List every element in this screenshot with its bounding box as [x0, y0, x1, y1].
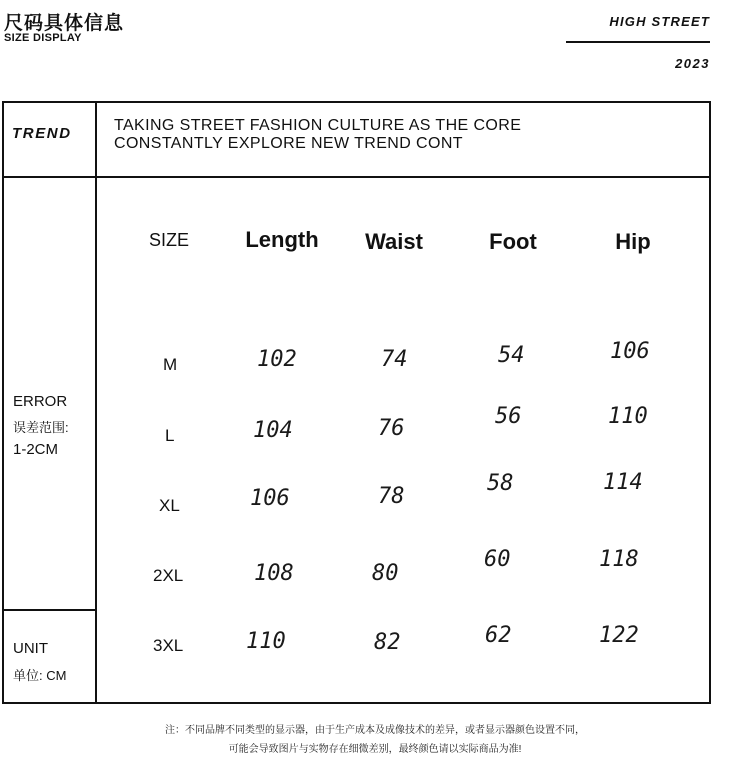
- size-column-header: SIZE: [149, 230, 190, 250]
- cell-xl-waist: 78: [378, 484, 405, 509]
- cell-2xl-waist: 80: [372, 561, 399, 586]
- tagline-line-2: CONSTANTLY EXPLORE NEW TREND CONT: [114, 135, 463, 152]
- cell-xl-foot: 58: [487, 471, 514, 496]
- footnote-line-1: 注：不同品牌不同类型的显示器，由于生产成本及成像技术的差异，或者显示器颜色设置不同，: [165, 725, 585, 736]
- cell-3xl-waist: 82: [374, 630, 401, 655]
- error-label-cn: 误差范围:: [13, 420, 69, 435]
- trend-label: TREND: [12, 125, 72, 142]
- cell-m-length: 102: [257, 347, 297, 372]
- cell-xl-hip: 114: [603, 470, 643, 495]
- row-size-l: L: [165, 426, 175, 445]
- cell-l-hip: 110: [608, 404, 648, 429]
- cell-3xl-hip: 122: [599, 623, 639, 648]
- row-size-3xl: 3XL: [153, 636, 184, 655]
- cell-3xl-foot: 62: [485, 623, 512, 648]
- column-header-hip: Hip: [615, 229, 651, 254]
- cell-m-waist: 74: [381, 347, 408, 372]
- footnote-line-2: 可能会导致图片与实物存在细微差别，最终颜色请以实际商品为准!: [228, 744, 522, 755]
- row-size-m: M: [163, 355, 178, 374]
- cell-m-hip: 106: [610, 339, 650, 364]
- header-subtitle: SIZE DISPLAY: [4, 32, 82, 44]
- cell-3xl-length: 110: [246, 629, 286, 654]
- cell-xl-length: 106: [250, 486, 290, 511]
- row-size-2xl: 2XL: [153, 566, 184, 585]
- year-label: 2023: [675, 56, 710, 71]
- cell-m-foot: 54: [498, 343, 525, 368]
- unit-label: UNIT: [13, 640, 48, 657]
- size-chart-table: [2, 101, 711, 704]
- cell-2xl-hip: 118: [599, 547, 639, 572]
- error-label: ERROR: [13, 393, 68, 410]
- cell-2xl-foot: 60: [484, 547, 511, 572]
- column-header-foot: Foot: [489, 229, 537, 254]
- side-divider: [4, 609, 95, 611]
- unit-value: 单位: CM: [13, 668, 67, 683]
- tagline-line-1: TAKING STREET FASHION CULTURE AS THE CORE: [114, 117, 522, 134]
- column-divider: [95, 103, 97, 702]
- header-title: 尺码具体信息: [4, 12, 125, 34]
- banner-divider: [4, 176, 709, 178]
- brand-rule: [566, 41, 710, 43]
- column-header-length: Length: [245, 227, 319, 252]
- cell-l-waist: 76: [378, 416, 405, 441]
- cell-2xl-length: 108: [254, 561, 294, 586]
- row-size-xl: XL: [159, 496, 180, 515]
- brand-label: HIGH STREET: [609, 14, 710, 29]
- cell-l-length: 104: [253, 418, 293, 443]
- cell-l-foot: 56: [495, 404, 522, 429]
- error-range: 1-2CM: [13, 441, 59, 458]
- column-header-waist: Waist: [365, 229, 423, 254]
